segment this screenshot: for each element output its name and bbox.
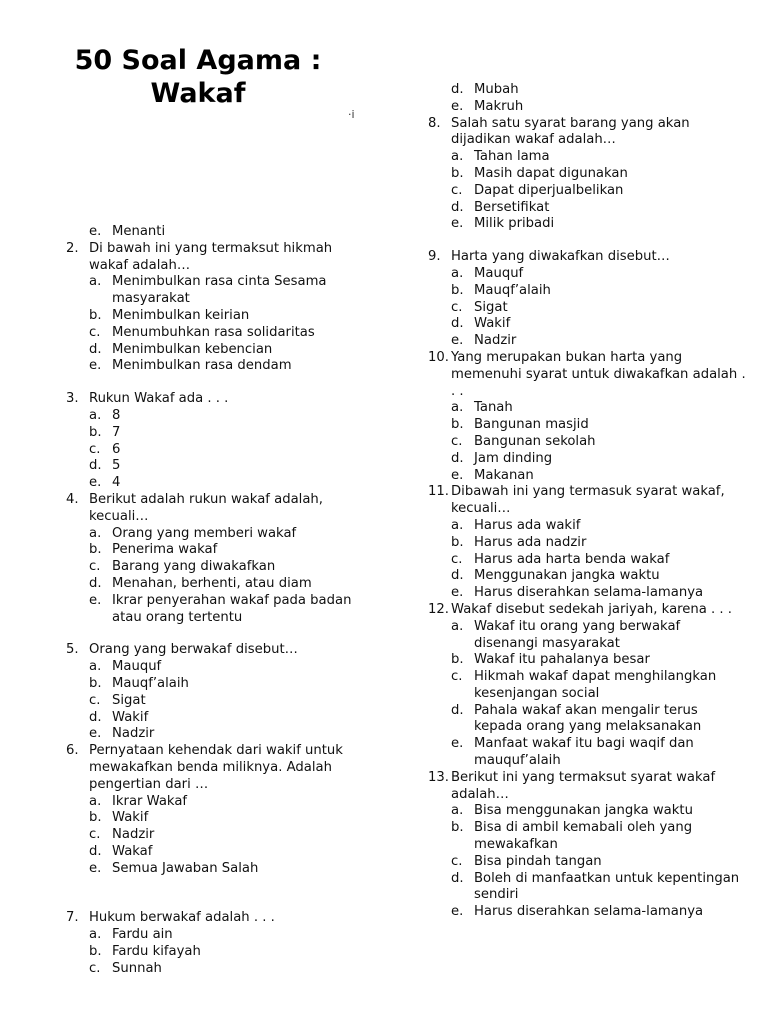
- option: d. Wakif: [89, 709, 149, 725]
- question-number: 4.: [66, 491, 79, 507]
- option: d. Pahala wakaf akan mengalir terus kepada orang yang melaksanakan: [451, 702, 702, 735]
- question-number: 2.: [66, 240, 79, 256]
- option: c. Nadzir: [89, 827, 155, 843]
- option: b. Fardu kifayah: [89, 944, 201, 960]
- option: e. Nadzir: [89, 726, 155, 742]
- question-12: [428, 602, 746, 770]
- option: b. Wakif: [89, 810, 149, 826]
- option: a. Tanah: [451, 400, 513, 416]
- option: a. 8: [89, 407, 121, 423]
- option: a. Menimbulkan rasa cinta Sesama masyarakat: [89, 274, 327, 307]
- question-number: 8.: [428, 115, 441, 131]
- question-9: [428, 249, 746, 350]
- option: e. Manfaat wakaf itu bagi waqif dan mauquf’alaih: [451, 736, 694, 769]
- option: d. Wakaf: [89, 843, 153, 859]
- title-line-2: Wakaf: [150, 78, 246, 109]
- option: c. Barang yang diwakafkan: [89, 559, 276, 575]
- question-8: [428, 116, 746, 234]
- option: d. Jam dinding: [451, 450, 553, 466]
- option: e. Makruh: [451, 98, 524, 114]
- option: e. Harus diserahkan selama-lamanya: [451, 904, 704, 920]
- question-11: [428, 484, 746, 602]
- question-number: 5.: [66, 642, 79, 658]
- option: c. Menumbuhkan rasa solidaritas: [89, 324, 315, 340]
- option: c. Sigat: [89, 692, 146, 708]
- option: b. 7: [89, 424, 121, 440]
- question-number: 13.: [428, 769, 449, 785]
- side-mark: ·i: [348, 108, 355, 121]
- option: d. Menimbulkan kebencian: [89, 341, 273, 357]
- option: b. Bisa di ambil kemabali oleh yang mewakafkan: [451, 820, 693, 853]
- option: a. Orang yang memberi wakaf: [89, 525, 297, 541]
- option: e. Harus diserahkan selama-lamanya: [451, 585, 704, 601]
- option: e. Makanan: [451, 467, 534, 483]
- option: e. Nadzir: [451, 333, 517, 349]
- option: d. Boleh di manfaatkan untuk kepentingan sendiri: [451, 870, 740, 903]
- question-text: Wakaf disebut sedekah jariyah, karena . . .: [451, 601, 732, 617]
- question-text: Salah satu syarat barang yang akan dijadikan wakaf adalah…: [451, 115, 690, 148]
- question-2: [66, 241, 366, 375]
- question-10: [428, 350, 746, 484]
- option: e. Menimbulkan rasa dendam: [89, 358, 292, 374]
- question-6: [66, 743, 366, 877]
- option: e. Semua Jawaban Salah: [89, 860, 259, 876]
- option: c. Bisa pindah tangan: [451, 853, 602, 869]
- question-13: [428, 770, 746, 921]
- question-number: 11.: [428, 484, 449, 500]
- question-text: Hukum berwakaf adalah . . .: [89, 910, 275, 926]
- option: b. Menimbulkan keirian: [89, 307, 250, 323]
- question-text: Pernyataan kehendak dari wakif untuk mewakafkan benda miliknya. Adalah pengertian dari …: [89, 743, 343, 792]
- title-line-1: 50 Soal Agama :: [74, 45, 322, 76]
- option: d. Wakif: [451, 316, 511, 332]
- question-text: Orang yang berwakaf disebut…: [89, 642, 298, 658]
- option: a. Mauquf: [451, 265, 524, 281]
- question-number: 12.: [428, 601, 449, 617]
- right-column: [428, 82, 746, 921]
- question-4: [66, 492, 366, 626]
- left-column: [66, 224, 366, 978]
- option: d. 5: [89, 458, 121, 474]
- option: d. Mubah: [451, 82, 519, 97]
- question-3: [66, 391, 366, 492]
- option: b. Masih dapat digunakan: [451, 165, 628, 181]
- question-5: [66, 642, 366, 743]
- option: d. Menggunakan jangka waktu: [451, 568, 660, 584]
- option: c. Dapat diperjualbelikan: [451, 182, 624, 198]
- option: a. Wakaf itu orang yang berwakaf disenangi masyarakat: [451, 618, 681, 651]
- question-number: 7.: [66, 910, 79, 926]
- option: a. Bisa menggunakan jangka waktu: [451, 803, 693, 819]
- question-text: Berikut adalah rukun wakaf adalah, kecuali…: [89, 491, 323, 524]
- question-text: Rukun Wakaf ada . . .: [89, 391, 229, 407]
- document-title: [58, 44, 338, 110]
- option: d. Menahan, berhenti, atau diam: [89, 575, 312, 591]
- question-7: [66, 910, 366, 977]
- option: c. Sigat: [451, 299, 508, 315]
- option: b. Harus ada nadzir: [451, 534, 587, 550]
- option: b. Penerima wakaf: [89, 542, 218, 558]
- option: e. 4: [89, 475, 121, 491]
- option: d. Bersetifikat: [451, 199, 550, 215]
- option: a. Fardu ain: [89, 927, 173, 943]
- option: c. Harus ada harta benda wakaf: [451, 551, 670, 567]
- option: e. Milik pribadi: [451, 216, 555, 232]
- question-text: Berikut ini yang termaksut syarat wakaf adalah…: [451, 769, 716, 802]
- question-text: Di bawah ini yang termaksut hikmah wakaf adalah…: [89, 240, 333, 273]
- option: a. Harus ada wakif: [451, 517, 581, 533]
- question-number: 6.: [66, 743, 79, 759]
- option: a. Mauquf: [89, 659, 162, 675]
- option: b. Mauqf’alaih: [89, 675, 189, 691]
- option: b. Mauqf’alaih: [451, 282, 551, 298]
- question-text: Dibawah ini yang termasuk syarat wakaf, kecuali…: [451, 484, 725, 517]
- question-text: Harta yang diwakafkan disebut…: [451, 249, 670, 265]
- option: a. Tahan lama: [451, 149, 550, 165]
- option: a. Ikrar Wakaf: [89, 793, 188, 809]
- option: c. Sunnah: [89, 960, 162, 976]
- option: e. Ikrar penyerahan wakaf pada badan atau orang tertentu: [89, 592, 352, 625]
- option: c. 6: [89, 441, 121, 457]
- question-number: 9.: [428, 249, 441, 265]
- question-number: 10.: [428, 349, 449, 365]
- option: b. Bangunan masjid: [451, 417, 589, 433]
- option: c. Hikmah wakaf dapat menghilangkan kesenjangan social: [451, 669, 717, 701]
- question-number: 3.: [66, 391, 79, 407]
- question-text: Yang merupakan bukan harta yang memenuhi syarat untuk diwakafkan adalah . . .: [451, 349, 746, 399]
- option: e. Menanti: [89, 224, 166, 239]
- option: c. Bangunan sekolah: [451, 433, 596, 449]
- option: b. Wakaf itu pahalanya besar: [451, 652, 650, 668]
